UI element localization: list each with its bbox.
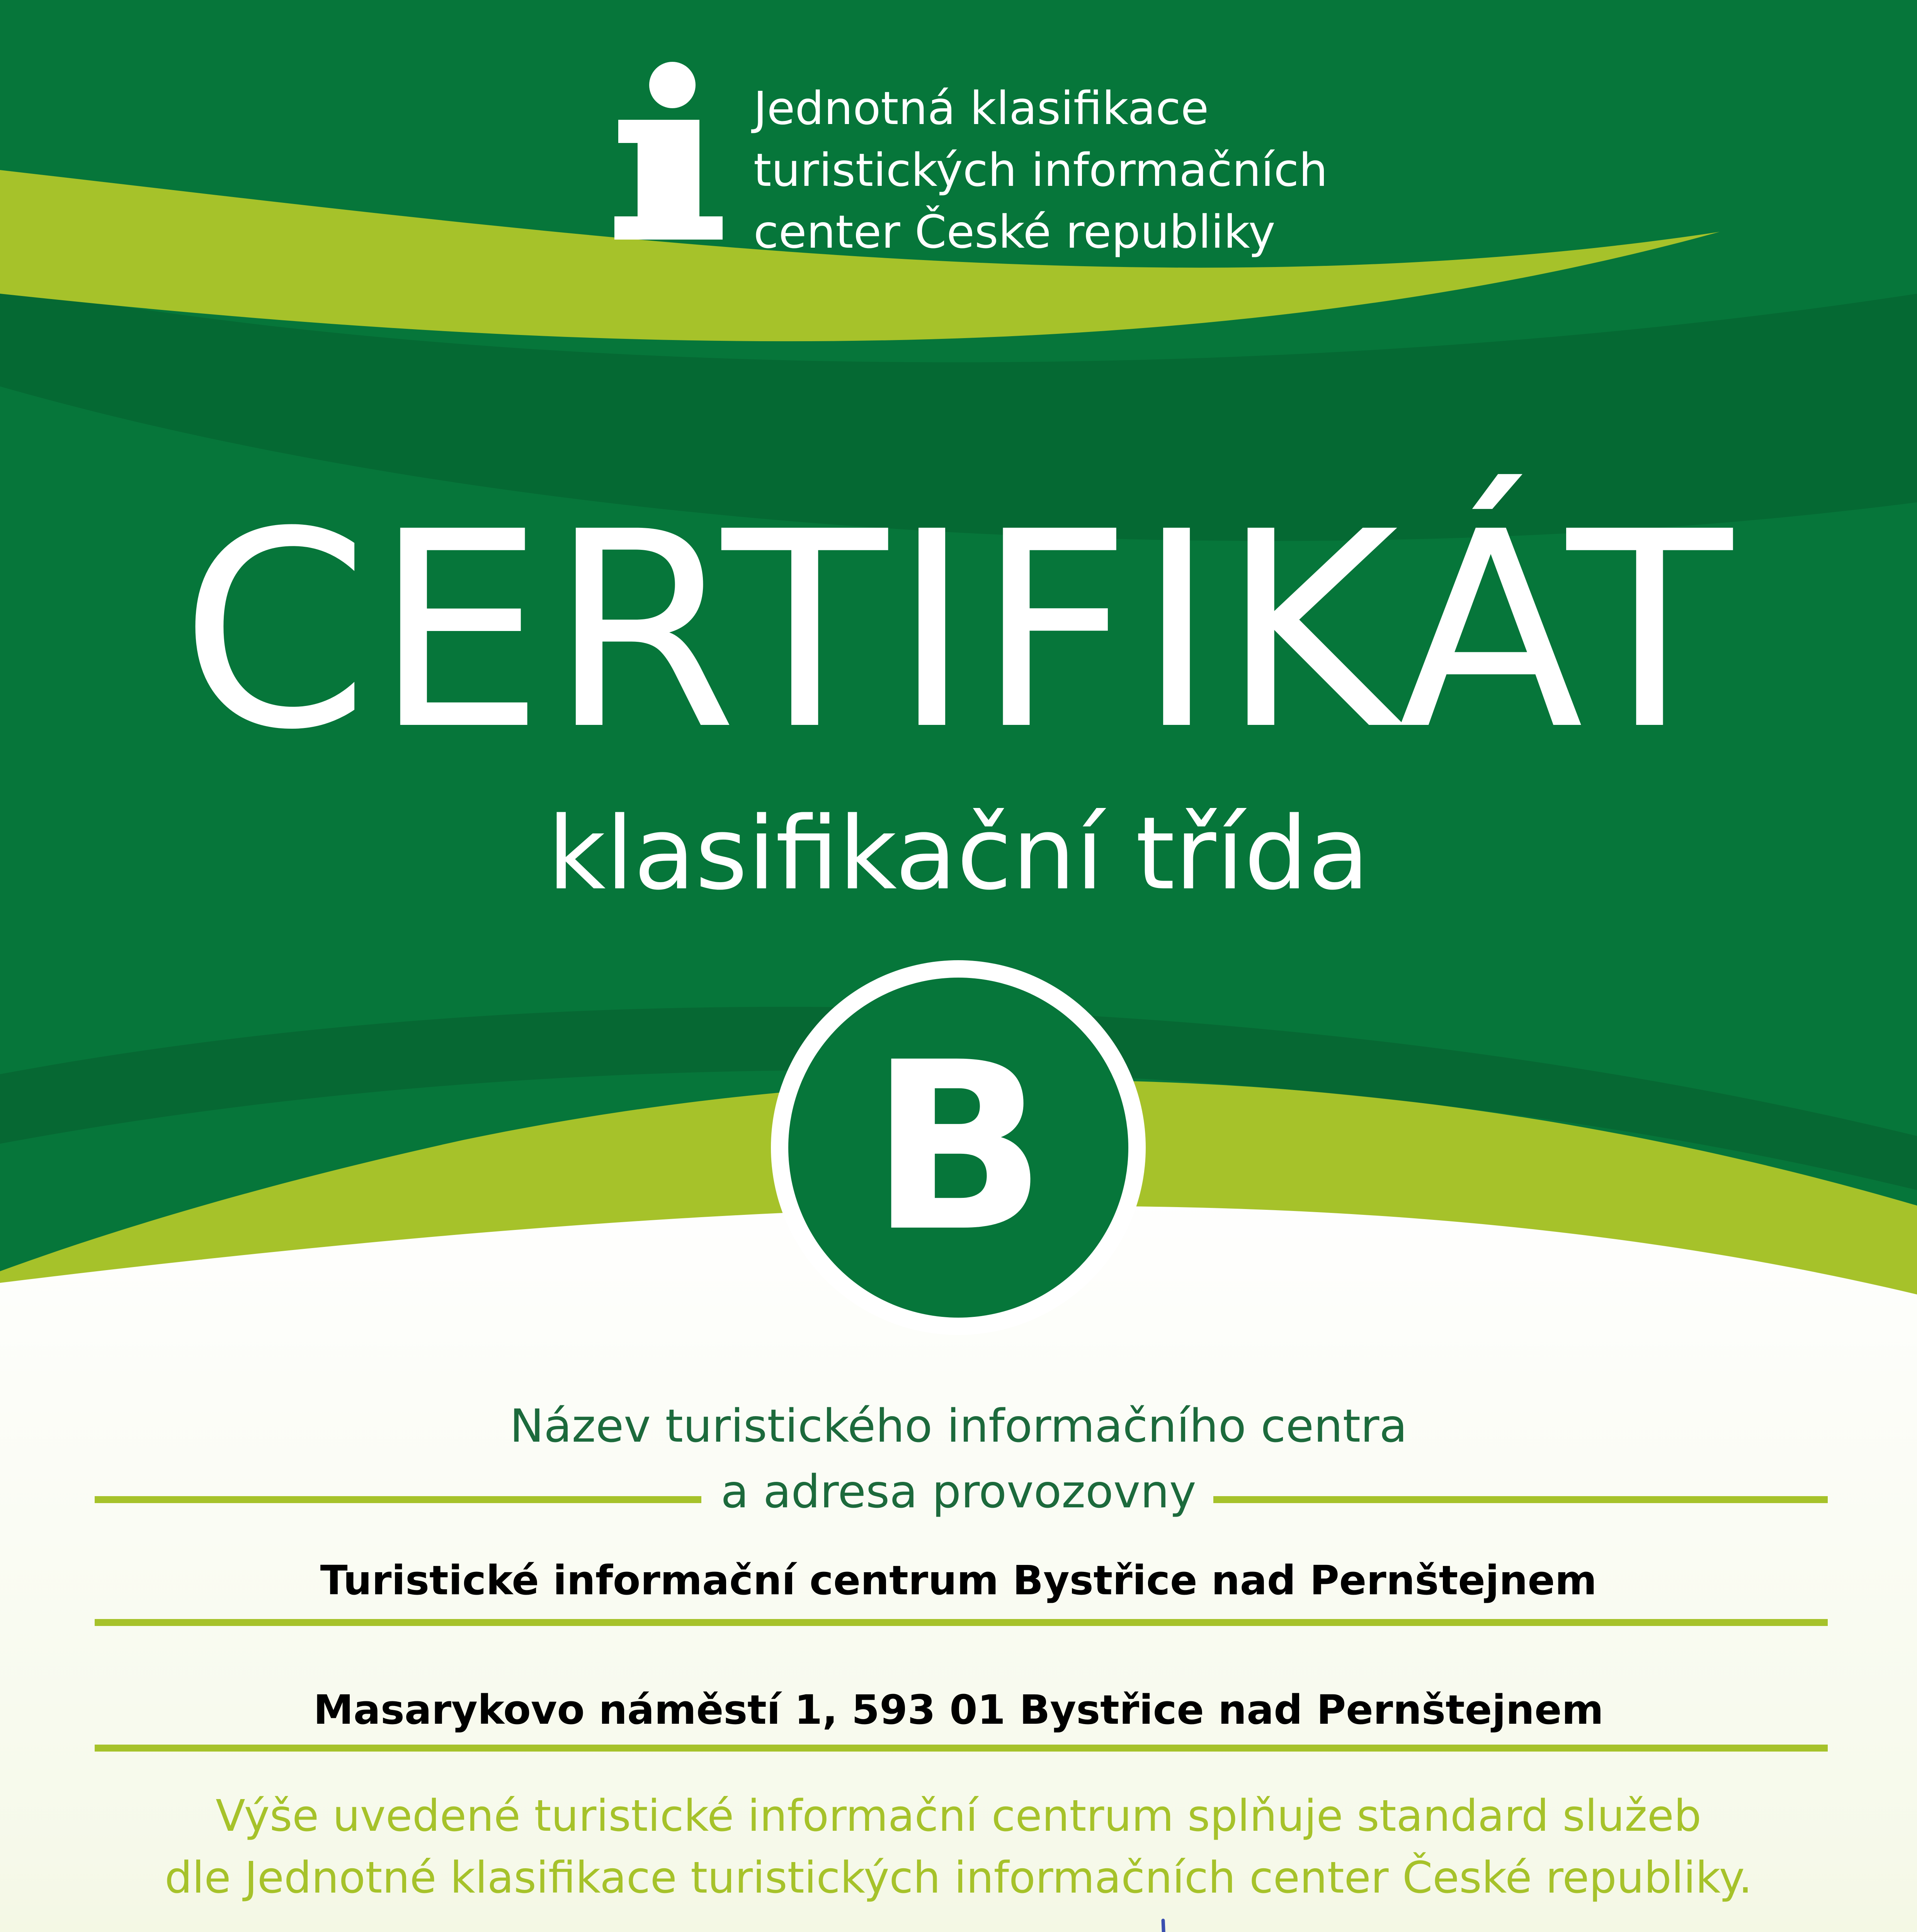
certificate-title: CERTIFIKÁT bbox=[180, 474, 1737, 789]
statement-line2: dle Jednotné klasifikace turistických informačních center České republiky. bbox=[165, 1853, 1752, 1903]
name-underline bbox=[95, 1619, 1828, 1626]
header-title bbox=[754, 77, 1328, 263]
center-label-line1: Název turistického informačního centra bbox=[510, 1399, 1407, 1452]
grade-badge-inner bbox=[788, 978, 1128, 1318]
header-line: Jednotná klasifikace bbox=[754, 82, 1209, 135]
certificate-subtitle: klasifikační třída bbox=[548, 796, 1369, 912]
divider-right bbox=[1213, 1496, 1828, 1503]
grade-letter: B bbox=[870, 1012, 1047, 1282]
header-line: turistických informačních bbox=[754, 143, 1328, 197]
center-label-line2: a adresa provozovny bbox=[721, 1465, 1196, 1518]
center-address: Masarykovo náměstí 1, 593 01 Bystřice nad Pernštejnem bbox=[313, 1686, 1604, 1733]
handwritten-signature bbox=[1140, 1905, 1739, 1932]
address-underline bbox=[95, 1745, 1828, 1752]
center-name: Turistické informační centrum Bystřice nad Pernštejnem bbox=[320, 1557, 1597, 1604]
info-i-icon bbox=[611, 62, 726, 247]
header-line: center České republiky bbox=[754, 205, 1276, 259]
statement-line1: Výše uvedené turistické informační centrum splňuje standard služeb bbox=[216, 1791, 1701, 1841]
grade-badge bbox=[771, 960, 1146, 1335]
